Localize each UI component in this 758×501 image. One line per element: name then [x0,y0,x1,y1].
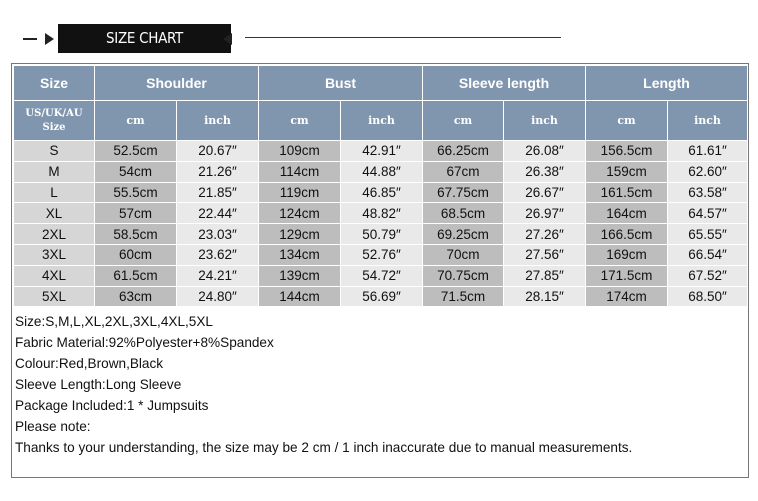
unit-row [14,101,748,141]
cell-bust-inch: 52.76″ [341,244,423,265]
header-rule-divider [245,37,561,38]
cell-sleeve-cm: 67cm [423,161,504,182]
cell-length-cm: 166.5cm [586,224,668,245]
size-rows [14,141,748,307]
header-shoulder: Shoulder [95,66,259,101]
unit-bust-inch: inch [341,101,423,141]
cell-length-inch: 66.54″ [668,244,748,265]
cell-bust-cm: 144cm [259,286,341,307]
table-row [14,141,748,162]
cell-bust-cm: 109cm [259,141,341,162]
cell-sleeve-inch: 26.38″ [504,161,586,182]
cell-length-inch: 63.58″ [668,182,748,203]
cell-sleeve-cm: 66.25cm [423,141,504,162]
table-row [14,244,748,265]
table-row [14,224,748,245]
cell-sleeve-cm: 70.75cm [423,265,504,286]
cell-length-cm: 171.5cm [586,265,668,286]
table-row [14,182,748,203]
cell-sleeve-inch: 26.97″ [504,203,586,224]
cell-shoulder-cm: 60cm [95,244,177,265]
unit-length-inch: inch [668,101,748,141]
note-please-note: Please note: [15,419,91,434]
unit-bust-cm: cm [259,101,341,141]
cell-length-cm: 156.5cm [586,141,668,162]
cell-shoulder-inch: 23.62″ [177,244,259,265]
left-arrow-icon [45,33,54,45]
cell-bust-cm: 124cm [259,203,341,224]
cell-shoulder-cm: 58.5cm [95,224,177,245]
header-length: Length [586,66,748,101]
cell-bust-cm: 119cm [259,182,341,203]
right-arrow-icon [223,33,232,45]
unit-shoulder-cm: cm [95,101,177,141]
left-dash-decoration [23,38,37,40]
note-sleeve-length: Sleeve Length:Long Sleeve [15,377,182,392]
cell-length-inch: 67.52″ [668,265,748,286]
table-row [14,265,748,286]
unit-size-region: US/UK/AU Size [14,101,95,141]
cell-bust-inch: 56.69″ [341,286,423,307]
cell-bust-cm: 134cm [259,244,341,265]
cell-size: 3XL [14,244,95,265]
cell-size: XL [14,203,95,224]
cell-length-inch: 61.61″ [668,141,748,162]
size-table [13,65,748,307]
cell-bust-inch: 54.72″ [341,265,423,286]
cell-sleeve-cm: 69.25cm [423,224,504,245]
cell-sleeve-inch: 26.67″ [504,182,586,203]
cell-size: 4XL [14,265,95,286]
cell-sleeve-cm: 71.5cm [423,286,504,307]
cell-sleeve-inch: 27.26″ [504,224,586,245]
cell-shoulder-inch: 23.03″ [177,224,259,245]
cell-shoulder-cm: 55.5cm [95,182,177,203]
cell-length-cm: 174cm [586,286,668,307]
cell-sleeve-inch: 26.08″ [504,141,586,162]
cell-length-inch: 65.55″ [668,224,748,245]
cell-shoulder-cm: 52.5cm [95,141,177,162]
cell-length-cm: 161.5cm [586,182,668,203]
cell-shoulder-cm: 63cm [95,286,177,307]
cell-bust-inch: 42.91″ [341,141,423,162]
header-bust: Bust [259,66,423,101]
cell-bust-inch: 44.88″ [341,161,423,182]
cell-size: 2XL [14,224,95,245]
cell-sleeve-cm: 70cm [423,244,504,265]
note-package: Package Included:1 * Jumpsuits [15,398,209,413]
unit-sleeve-inch: inch [504,101,586,141]
cell-shoulder-cm: 57cm [95,203,177,224]
cell-length-inch: 68.50″ [668,286,748,307]
cell-shoulder-cm: 54cm [95,161,177,182]
cell-shoulder-inch: 24.80″ [177,286,259,307]
cell-bust-cm: 114cm [259,161,341,182]
table-row [14,286,748,307]
note-colour: Colour:Red,Brown,Black [15,356,164,371]
cell-length-cm: 164cm [586,203,668,224]
table-row [14,161,748,182]
product-notes [15,311,745,458]
cell-shoulder-inch: 24.21″ [177,265,259,286]
cell-bust-cm: 129cm [259,224,341,245]
cell-bust-inch: 46.85″ [341,182,423,203]
cell-length-inch: 62.60″ [668,161,748,182]
note-fabric: Fabric Material:92%Polyester+8%Spandex [15,335,274,350]
cell-sleeve-inch: 27.85″ [504,265,586,286]
cell-shoulder-inch: 21.26″ [177,161,259,182]
cell-size: 5XL [14,286,95,307]
cell-length-cm: 159cm [586,161,668,182]
cell-length-cm: 169cm [586,244,668,265]
unit-shoulder-inch: inch [177,101,259,141]
note-measurement-disclaimer: Thanks to your understanding, the size may be 2 cm / 1 inch inaccurate due to manual measurements. [15,440,633,455]
size-chart-title: SIZE CHART [58,24,231,53]
cell-sleeve-cm: 67.75cm [423,182,504,203]
cell-shoulder-inch: 20.67″ [177,141,259,162]
cell-bust-inch: 48.82″ [341,203,423,224]
size-chart-banner [0,0,758,60]
cell-sleeve-cm: 68.5cm [423,203,504,224]
cell-sleeve-inch: 27.56″ [504,244,586,265]
unit-length-cm: cm [586,101,668,141]
cell-shoulder-inch: 21.85″ [177,182,259,203]
header-row [14,66,748,101]
unit-sleeve-cm: cm [423,101,504,141]
cell-length-inch: 64.57″ [668,203,748,224]
cell-sleeve-inch: 28.15″ [504,286,586,307]
cell-shoulder-inch: 22.44″ [177,203,259,224]
cell-shoulder-cm: 61.5cm [95,265,177,286]
cell-size: M [14,161,95,182]
cell-bust-inch: 50.79″ [341,224,423,245]
table-row [14,203,748,224]
note-sizes: Size:S,M,L,XL,2XL,3XL,4XL,5XL [15,314,213,329]
header-sleeve-length: Sleeve length [423,66,586,101]
header-size: Size [14,66,95,101]
cell-size: S [14,141,95,162]
cell-bust-cm: 139cm [259,265,341,286]
cell-size: L [14,182,95,203]
